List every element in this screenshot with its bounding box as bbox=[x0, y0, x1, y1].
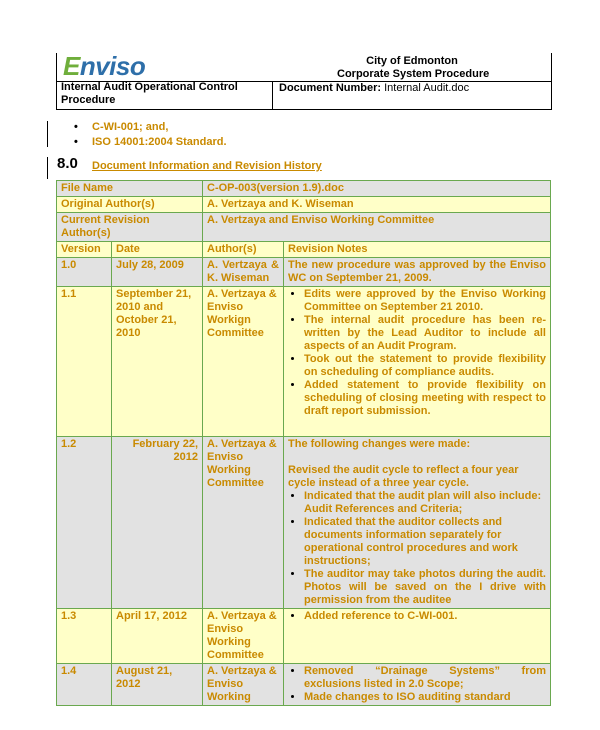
column-header: Version bbox=[57, 242, 112, 258]
revision-note: • Indicated that the auditor collects and documents information separately for operational control procedures and work instructions; bbox=[304, 516, 546, 568]
date-cell: April 17, 2012 bbox=[112, 609, 203, 664]
date-cell: September 21, 2010 and October 21, 2010 bbox=[112, 287, 203, 437]
revision-note: • Added reference to C-WI-001. bbox=[304, 610, 546, 623]
section-number: 8.0 bbox=[57, 155, 78, 172]
info-label: Current Revision Author(s) bbox=[57, 213, 203, 242]
document-number bbox=[279, 81, 469, 95]
procedure-type: Corporate System Procedure bbox=[337, 68, 490, 80]
document-title: Internal Audit Operational Control Procedure bbox=[57, 81, 273, 109]
revision-note: • Removed “Drainage Systems” from exclusions listed in 2.0 Scope; bbox=[304, 665, 546, 691]
author-cell: A. Vertzaya & Enviso Working Committee bbox=[203, 437, 284, 609]
header-top-row bbox=[57, 53, 551, 82]
column-header: Revision Notes bbox=[284, 242, 551, 258]
table-header-row bbox=[57, 242, 551, 258]
revision-note: • Edits were approved by the Enviso Working Committee on September 21 2010. bbox=[304, 288, 546, 314]
version-cell: 1.3 bbox=[57, 609, 112, 664]
city-name: City of Edmonton bbox=[366, 55, 458, 67]
revision-note: • Indicated that the audit plan will also include: Audit References and Criteria; bbox=[304, 490, 546, 516]
table-row bbox=[57, 213, 551, 242]
table-row bbox=[57, 258, 551, 287]
revision-note: • Took out the statement to provide flexibility on scheduling of compliance audits. bbox=[304, 353, 546, 379]
change-bar bbox=[47, 157, 48, 179]
revision-intro: The following changes were made: bbox=[288, 438, 471, 450]
notes-cell bbox=[284, 287, 551, 437]
info-label: File Name bbox=[57, 181, 203, 197]
info-value: A. Vertzaya and K. Wiseman bbox=[203, 197, 551, 213]
change-bar bbox=[47, 121, 48, 147]
revision-note: • Made changes to ISO auditing standard bbox=[304, 691, 546, 704]
info-value: C-OP-003(version 1.9).doc bbox=[203, 181, 551, 197]
column-header: Date bbox=[112, 242, 203, 258]
version-cell: 1.0 bbox=[57, 258, 112, 287]
table-row bbox=[57, 181, 551, 197]
list-item: • ISO 14001:2004 Standard. bbox=[74, 136, 227, 148]
version-cell: 1.1 bbox=[57, 287, 112, 437]
version-cell: 1.4 bbox=[57, 664, 112, 706]
revision-note: • The auditor may take photos during the audit. Photos will be saved on the I drive with permission from the auditee bbox=[304, 568, 546, 607]
date-cell: August 21, 2012 bbox=[112, 664, 203, 706]
revision-history-table bbox=[56, 180, 551, 706]
document-number-value: Internal Audit.doc bbox=[384, 82, 470, 94]
table-row bbox=[57, 437, 551, 609]
document-header bbox=[56, 53, 552, 110]
notes-cell bbox=[284, 609, 551, 664]
revision-note: • The internal audit procedure has been re-written by the Lead Auditor to include all aspects of an Audit Program. bbox=[304, 314, 546, 353]
notes-cell bbox=[284, 664, 551, 706]
date-cell: February 22, 2012 bbox=[112, 437, 203, 609]
table-row bbox=[57, 664, 551, 706]
document-number-label: Document Number: bbox=[279, 82, 382, 94]
info-value: A. Vertzaya and Enviso Working Committee bbox=[203, 213, 551, 242]
table-row bbox=[57, 197, 551, 213]
notes-cell: The new procedure was approved by the Enviso WC on September 21, 2009. bbox=[284, 258, 551, 287]
section-title: Document Information and Revision History bbox=[92, 160, 322, 172]
author-cell: A. Vertzaya & Enviso Working Committee bbox=[203, 609, 284, 664]
table-row bbox=[57, 287, 551, 437]
author-cell: A. Vertzaya & Enviso Workign Committee bbox=[203, 287, 284, 437]
revision-note: • Added statement to provide flexibility on scheduling of closing meeting with respect to draft report submission. bbox=[304, 379, 546, 418]
notes-cell bbox=[284, 437, 551, 609]
revision-intro-2: Revised the audit cycle to reflect a four year cycle instead of a three year cycle. bbox=[288, 464, 519, 489]
author-cell: A. Vertzaya & Enviso Working bbox=[203, 664, 284, 706]
author-cell: A. Vertzaya & K. Wiseman bbox=[203, 258, 284, 287]
version-cell: 1.2 bbox=[57, 437, 112, 609]
info-label: Original Author(s) bbox=[57, 197, 203, 213]
list-item: • C-WI-001; and, bbox=[74, 121, 169, 133]
enviso-logo: Enviso bbox=[63, 51, 146, 81]
column-header: Author(s) bbox=[203, 242, 284, 258]
table-row bbox=[57, 609, 551, 664]
date-cell: July 28, 2009 bbox=[112, 258, 203, 287]
